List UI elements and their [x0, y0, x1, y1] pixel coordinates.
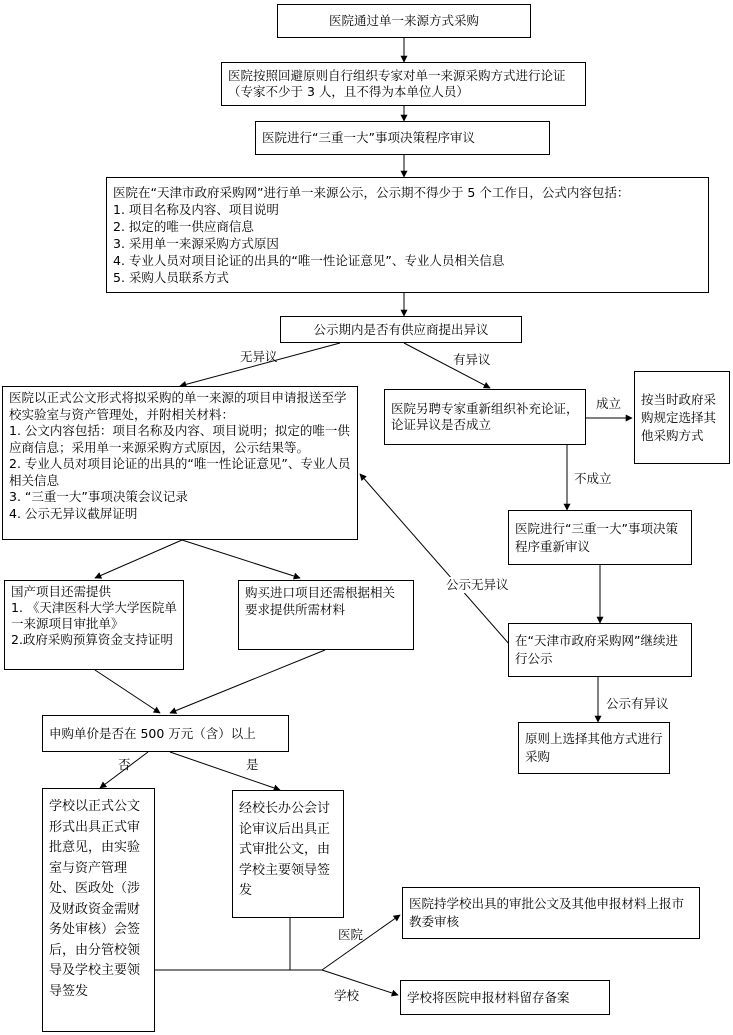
node-objection-decision: 公示期内是否有供应商提出异议: [280, 316, 522, 343]
label-no-objection: 无异议: [240, 349, 278, 364]
node-expert-argumentation: 医院按照回避原则自行组织专家对单一来源采购方式进行论证（专家不少于 3 人，且不得为本单位人员）: [221, 62, 586, 106]
node-school-formal-approval: 学校以正式公文形式出具正式审批意见，由实验室与资产管理处、医政处（涉及财政资金需财务处审核）会签后，由分管校领导及学校主要领导签发: [42, 788, 155, 1032]
node-single-source-procurement: 医院通过单一来源方式采购: [277, 4, 531, 38]
node-three-major-review: 医院进行“三重一大”事项决策程序审议: [255, 121, 550, 155]
label-has-objection: 有异议: [453, 352, 491, 367]
node-three-major-re-review: 医院进行“三重一大”事项决策程序重新审议: [508, 510, 692, 565]
node-supplementary-argumentation: 医院另聘专家重新组织补充论证，论证异议是否成立: [384, 389, 586, 445]
node-continue-announcement: 在“天津市政府采购网”继续进行公示: [508, 623, 692, 677]
node-domestic-project-materials: 国产项目还需提供 1. 《天津医科大学大学医院单一来源项目审批单》 2.政府采购预算资金支持证明: [4, 580, 184, 670]
node-public-announcement: 医院在“天津市政府采购网”进行单一来源公示，公示期不得少于 5 个工作日，公式内容包括： 1. 项目名称及内容、项目说明 2. 拟定的唯一供应商信息 3. 采用单一来源采购方式原因 4. 专业人员对项目论证的出具的“唯一性论证意见”、专业人员相关信息 5. 采购人员联系方式: [106, 177, 709, 293]
node-choose-other-method: 原则上选择其他方式进行采购: [518, 722, 670, 774]
label-public-no-objection: 公示无异议: [446, 577, 509, 592]
node-school-archive: 学校将医院申报材料留存备案: [400, 980, 610, 1015]
edge-n13-n16: [170, 752, 280, 790]
edge-n11-n13: [170, 650, 325, 713]
node-president-office-meeting: 经校长办公会讨论审议后出具正式审批公文，由学校主要领导签发: [232, 790, 344, 918]
edge-n10-n13: [95, 670, 160, 713]
edge-n6-n11: [182, 540, 300, 578]
label-public-has-objection: 公示有异议: [606, 696, 669, 711]
label-hospital: 医院: [338, 927, 364, 942]
label-no: 否: [118, 757, 131, 772]
label-school: 学校: [334, 988, 360, 1003]
label-not-established: 不成立: [574, 471, 612, 486]
edge-n6-n10: [95, 540, 182, 578]
node-imported-project-materials: 购买进口项目还需根据相关要求提供所需材料: [238, 580, 414, 650]
label-yes: 是: [246, 757, 259, 772]
label-established: 成立: [596, 396, 622, 411]
node-formal-application: 医院以正式公文形式将拟采购的单一来源的项目申请报送至学校实验室与资产管理处，并附相关材料： 1. 公文内容包括：项目名称及内容、项目说明；拟定的唯一供应商信息；采用单一来源采购方式原因，公示结果等。 2. 专业人员对项目论证的出具的“唯一性论证意见”、专业人员相关信息 3. “三重一大”事项决策会议记录 4. 公示无异议截屏证明: [2, 386, 358, 540]
node-other-procurement-method: 按当时政府采购规定选择其他采购方式: [634, 371, 730, 464]
node-report-education-commission: 医院持学校出具的审批公文及其他申报材料上报市教委审核: [402, 887, 700, 939]
node-unit-price-decision: 申购单价是否在 500 万元（含）以上: [42, 715, 289, 752]
